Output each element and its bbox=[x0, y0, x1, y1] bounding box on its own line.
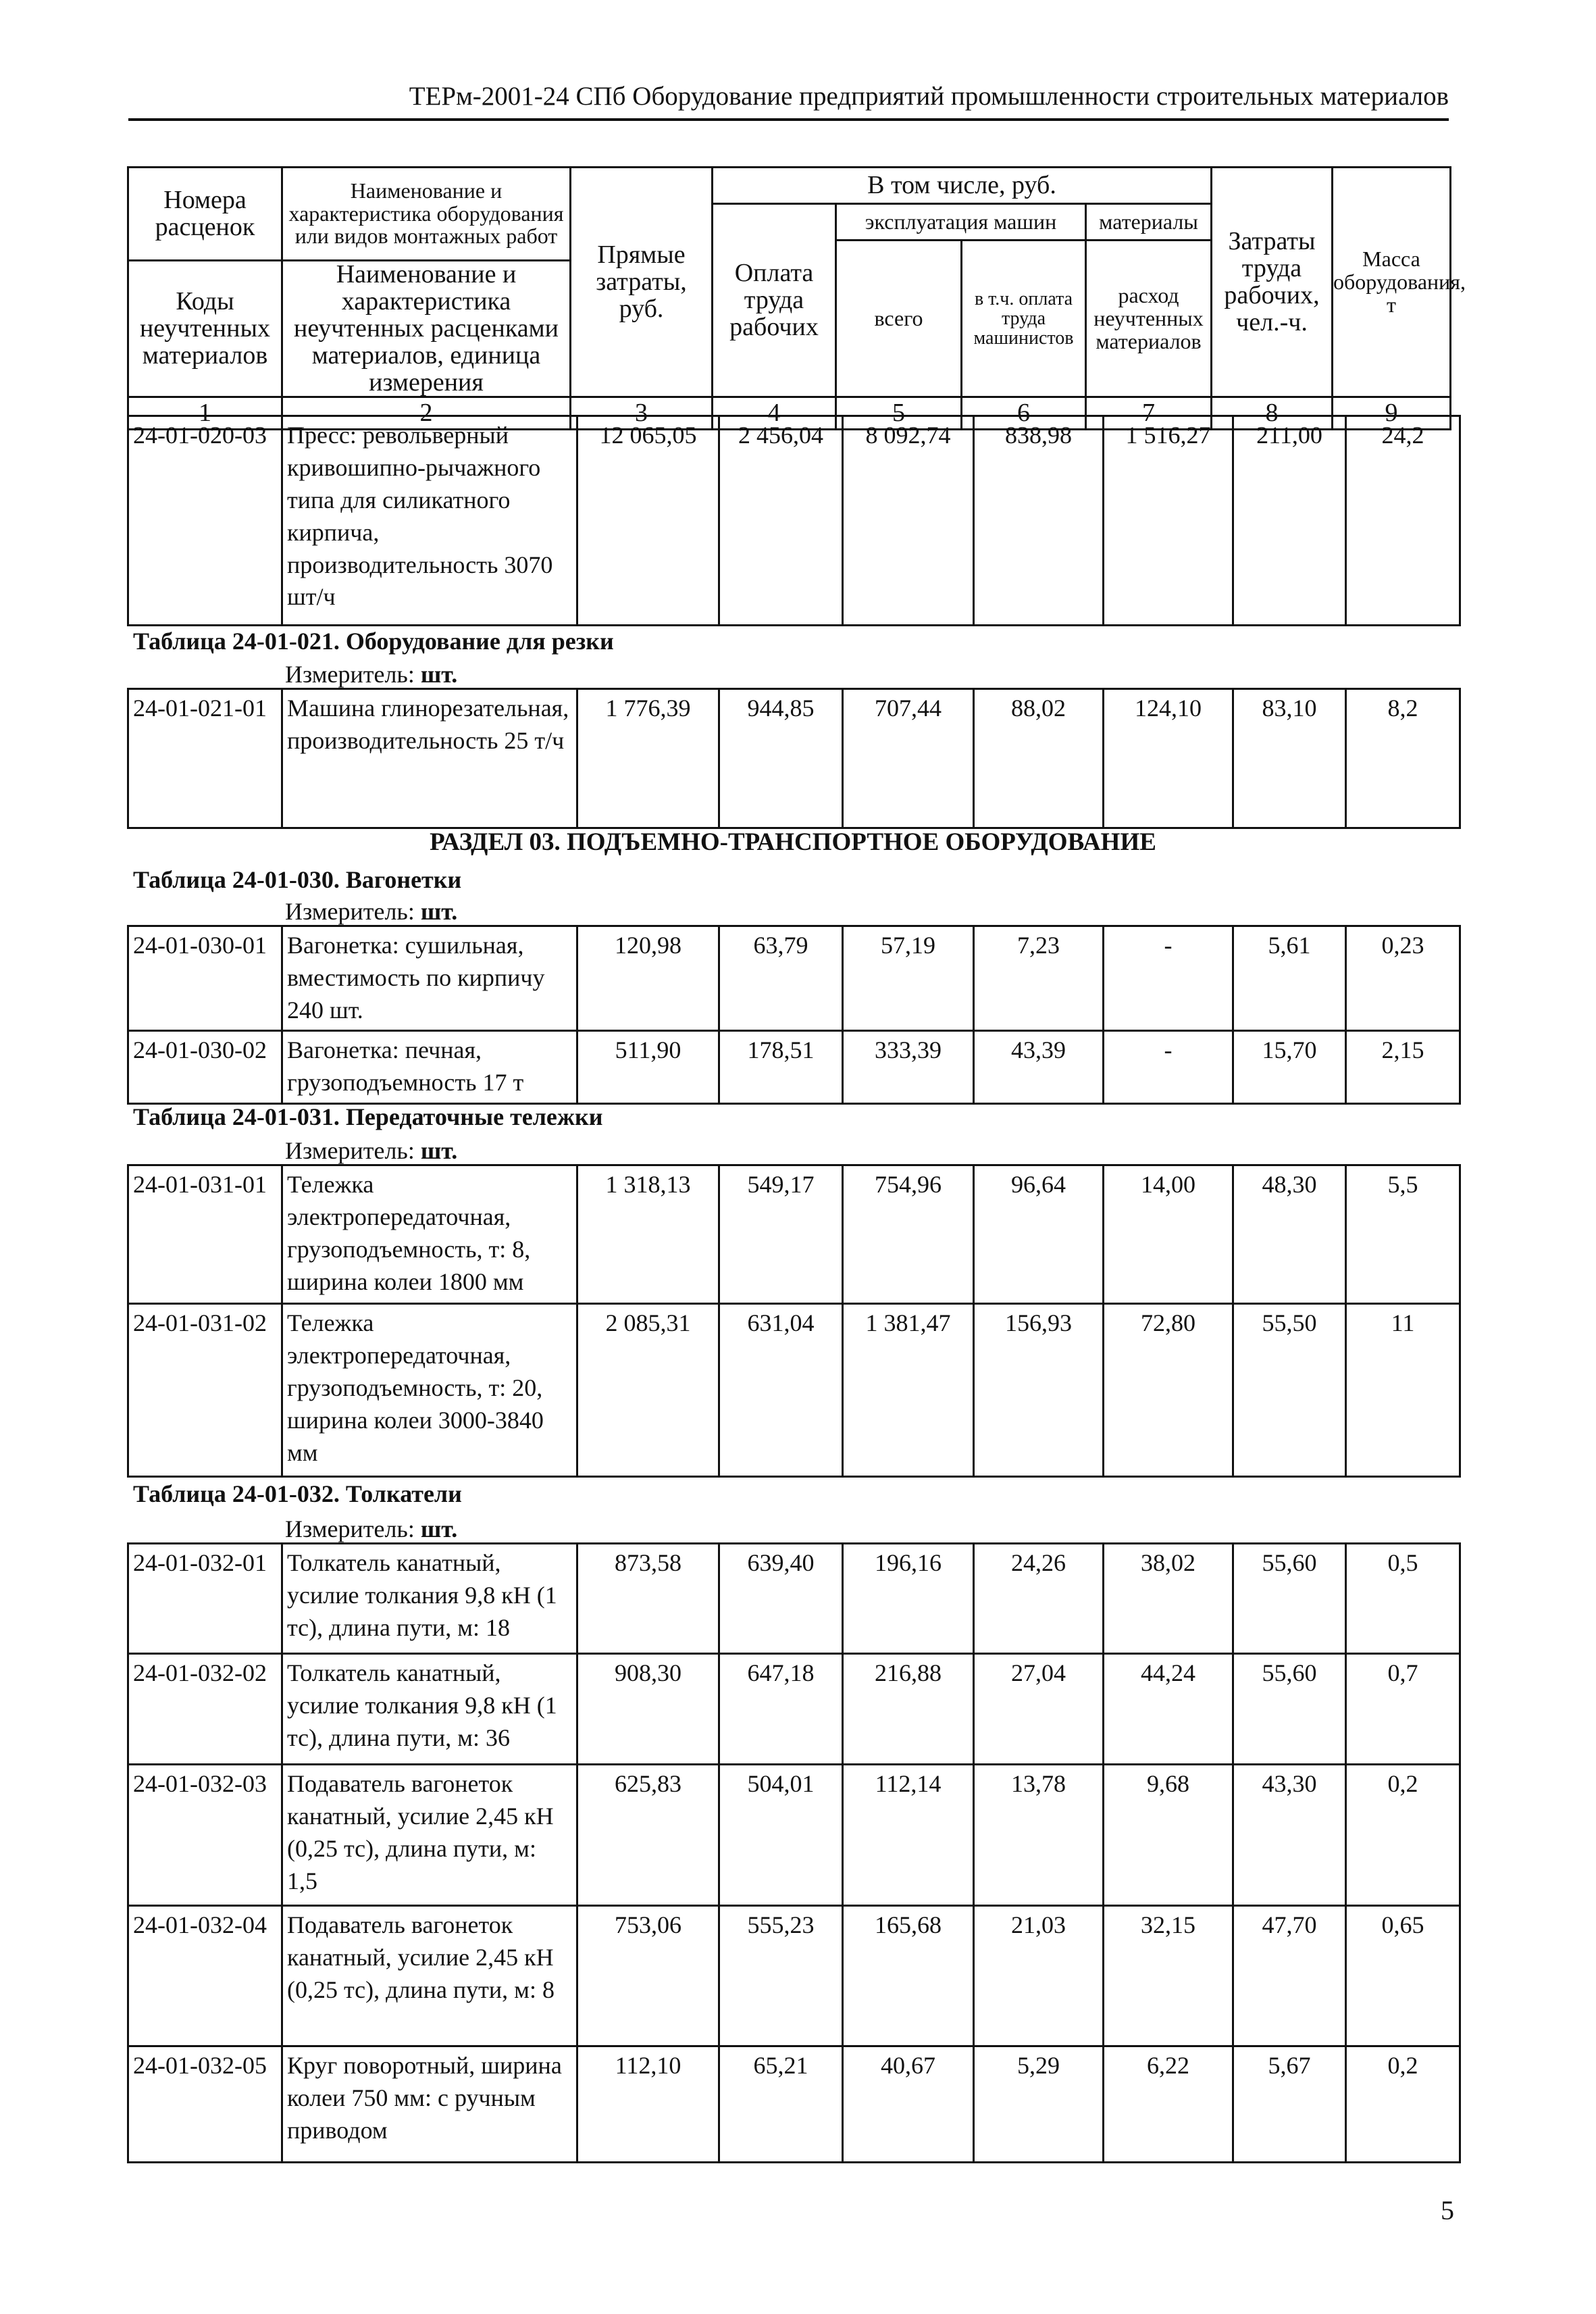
mass-value: 0,2 bbox=[1346, 1765, 1460, 1906]
labor-hours-value: 55,60 bbox=[1233, 1654, 1346, 1765]
machinist-pay-value: 838,98 bbox=[974, 416, 1104, 626]
rate-description: Тележка электропередаточная, грузоподъемность, т: 20, ширина колеи 3000-3840 мм bbox=[282, 1304, 577, 1477]
rate-description: Вагонетка: сушильная, вместимость по кирпичу 240 шт. bbox=[282, 926, 577, 1031]
table-title: Таблица 24-01-030. Вагонетки bbox=[133, 866, 462, 893]
table-row bbox=[128, 416, 1460, 626]
labor-hours-value: 5,61 bbox=[1233, 926, 1346, 1031]
page-header bbox=[128, 81, 1449, 121]
header-materials: материалы bbox=[1086, 204, 1212, 241]
header-col-number: 3 bbox=[571, 397, 713, 430]
column-header-table bbox=[127, 166, 1466, 430]
page-header-title: ТЕРм-2001-24 СПб Оборудование предприятий промышленности строительных материалов bbox=[409, 82, 1449, 111]
header-labor-hours: Затраты труда рабочих, чел.-ч. bbox=[1212, 168, 1333, 397]
header-machinist-pay: в т.ч. оплата труда машинистов bbox=[962, 241, 1086, 397]
machinist-pay-value: 13,78 bbox=[974, 1765, 1104, 1906]
header-including: В том числе, руб. bbox=[713, 168, 1212, 204]
worker-pay-value: 2 456,04 bbox=[719, 416, 843, 626]
worker-pay-value: 647,18 bbox=[719, 1654, 843, 1765]
header-rate-numbers: Номера расценок bbox=[128, 168, 282, 261]
unit-value: шт. bbox=[420, 1137, 458, 1164]
unit-value: шт. bbox=[420, 1515, 458, 1542]
rate-table bbox=[127, 925, 1461, 1105]
worker-pay-value: 178,51 bbox=[719, 1030, 843, 1103]
worker-pay-value: 639,40 bbox=[719, 1544, 843, 1654]
direct-costs-value: 1 776,39 bbox=[577, 689, 719, 828]
rate-code: 24-01-030-02 bbox=[128, 1030, 282, 1103]
machinist-pay-value: 96,64 bbox=[974, 1165, 1104, 1304]
mass-value: 0,65 bbox=[1346, 1906, 1460, 2046]
rate-description: Тележка электропередаточная, грузоподъемность, т: 8, ширина колеи 1800 мм bbox=[282, 1165, 577, 1304]
machines-total-value: 196,16 bbox=[843, 1544, 974, 1654]
rate-description: Вагонетка: печная, грузоподъемность 17 т bbox=[282, 1030, 577, 1103]
labor-hours-value: 55,50 bbox=[1233, 1304, 1346, 1477]
machinist-pay-value: 24,26 bbox=[974, 1544, 1104, 1654]
mass-value: 5,5 bbox=[1346, 1165, 1460, 1304]
rate-code: 24-01-032-05 bbox=[128, 2046, 282, 2163]
mass-value: 0,5 bbox=[1346, 1544, 1460, 1654]
mass-value: 24,2 bbox=[1346, 416, 1460, 626]
rate-code: 24-01-032-01 bbox=[128, 1544, 282, 1654]
table-title: Таблица 24-01-031. Передаточные тележки bbox=[133, 1103, 603, 1130]
labor-hours-value: 83,10 bbox=[1233, 689, 1346, 828]
header-unaccounted-materials: расход неучтенных материалов bbox=[1086, 241, 1212, 397]
table-row bbox=[128, 1544, 1460, 1654]
machines-total-value: 333,39 bbox=[843, 1030, 974, 1103]
materials-value: 14,00 bbox=[1104, 1165, 1233, 1304]
header-equipment-name: Наименование и характеристика оборудования или видов монтажных работ bbox=[282, 168, 571, 261]
rate-table bbox=[127, 1542, 1461, 2163]
table-row bbox=[128, 926, 1460, 1031]
table-row bbox=[128, 1304, 1460, 1477]
direct-costs-value: 112,10 bbox=[577, 2046, 719, 2163]
table-row bbox=[128, 1906, 1460, 2046]
header-col-number: 8 bbox=[1212, 397, 1333, 430]
machinist-pay-value: 21,03 bbox=[974, 1906, 1104, 2046]
labor-hours-value: 55,60 bbox=[1233, 1544, 1346, 1654]
direct-costs-value: 120,98 bbox=[577, 926, 719, 1031]
header-col-number: 1 bbox=[128, 397, 282, 430]
table-row bbox=[128, 1030, 1460, 1103]
worker-pay-value: 65,21 bbox=[719, 2046, 843, 2163]
rate-code: 24-01-031-01 bbox=[128, 1165, 282, 1304]
header-material-codes: Коды неучтенных материалов bbox=[128, 261, 282, 397]
labor-hours-value: 43,30 bbox=[1233, 1765, 1346, 1906]
table-row bbox=[128, 1765, 1460, 1906]
header-direct-costs: Прямые затраты, руб. bbox=[571, 168, 713, 397]
materials-value: 72,80 bbox=[1104, 1304, 1233, 1477]
labor-hours-value: 47,70 bbox=[1233, 1906, 1346, 2046]
page-number: 5 bbox=[1441, 2195, 1454, 2225]
rate-description: Машина глинорезательная, производительность 25 т/ч bbox=[282, 689, 577, 828]
machines-total-value: 57,19 bbox=[843, 926, 974, 1031]
machinist-pay-value: 7,23 bbox=[974, 926, 1104, 1031]
header-col-number: 4 bbox=[713, 397, 836, 430]
header-col-number: 5 bbox=[836, 397, 962, 430]
rate-code: 24-01-032-03 bbox=[128, 1765, 282, 1906]
mass-value: 2,15 bbox=[1346, 1030, 1460, 1103]
header-col-number: 9 bbox=[1333, 397, 1451, 430]
direct-costs-value: 908,30 bbox=[577, 1654, 719, 1765]
header-material-name: Наименование и характеристика неучтенных расценками материалов, единица измерения bbox=[282, 261, 571, 397]
unit-value: шт. bbox=[420, 898, 458, 925]
rate-description: Подаватель вагонеток канатный, усилие 2,45 кН (0,25 тс), длина пути, м: 8 bbox=[282, 1906, 577, 2046]
materials-value: 6,22 bbox=[1104, 2046, 1233, 2163]
worker-pay-value: 504,01 bbox=[719, 1765, 843, 1906]
rate-description: Круг поворотный, ширина колеи 750 мм: с ручным приводом bbox=[282, 2046, 577, 2163]
machines-total-value: 1 381,47 bbox=[843, 1304, 974, 1477]
rate-description: Подаватель вагонеток канатный, усилие 2,45 кН (0,25 тс), длина пути, м: 1,5 bbox=[282, 1765, 577, 1906]
rate-code: 24-01-030-01 bbox=[128, 926, 282, 1031]
unit-line bbox=[285, 897, 457, 926]
direct-costs-value: 2 085,31 bbox=[577, 1304, 719, 1477]
header-machine-operation: эксплуатация машин bbox=[836, 204, 1086, 241]
rate-description: Толкатель канатный, усилие толкания 9,8 кН (1 тс), длина пути, м: 18 bbox=[282, 1544, 577, 1654]
unit-line bbox=[285, 1136, 457, 1165]
materials-value: 124,10 bbox=[1104, 689, 1233, 828]
unit-label: Измеритель: bbox=[285, 661, 415, 688]
machines-total-value: 707,44 bbox=[843, 689, 974, 828]
rate-code: 24-01-021-01 bbox=[128, 689, 282, 828]
rate-code: 24-01-032-04 bbox=[128, 1906, 282, 2046]
direct-costs-value: 12 065,05 bbox=[577, 416, 719, 626]
table-row bbox=[128, 1165, 1460, 1304]
rate-description: Пресс: револьверный кривошипно-рычажного типа для силикатного кирпича, производительность 3070 шт/ч bbox=[282, 416, 577, 626]
machinist-pay-value: 43,39 bbox=[974, 1030, 1104, 1103]
machines-total-value: 40,67 bbox=[843, 2046, 974, 2163]
machines-total-value: 165,68 bbox=[843, 1906, 974, 2046]
machines-total-value: 8 092,74 bbox=[843, 416, 974, 626]
direct-costs-value: 1 318,13 bbox=[577, 1165, 719, 1304]
unit-line bbox=[285, 660, 457, 688]
rate-table bbox=[127, 688, 1461, 829]
machines-total-value: 216,88 bbox=[843, 1654, 974, 1765]
machinist-pay-value: 88,02 bbox=[974, 689, 1104, 828]
table-row bbox=[128, 689, 1460, 828]
header-machines-total: всего bbox=[836, 241, 962, 397]
materials-value: - bbox=[1104, 1030, 1233, 1103]
mass-value: 8,2 bbox=[1346, 689, 1460, 828]
worker-pay-value: 631,04 bbox=[719, 1304, 843, 1477]
header-col-number: 7 bbox=[1086, 397, 1212, 430]
mass-value: 0,2 bbox=[1346, 2046, 1460, 2163]
header-worker-pay: Оплата труда рабочих bbox=[713, 204, 836, 397]
materials-value: 1 516,27 bbox=[1104, 416, 1233, 626]
materials-value: 9,68 bbox=[1104, 1765, 1233, 1906]
mass-value: 0,23 bbox=[1346, 926, 1460, 1031]
rate-code: 24-01-031-02 bbox=[128, 1304, 282, 1477]
mass-value: 0,7 bbox=[1346, 1654, 1460, 1765]
header-col-number: 6 bbox=[962, 397, 1086, 430]
rate-code: 24-01-020-03 bbox=[128, 416, 282, 626]
machinist-pay-value: 5,29 bbox=[974, 2046, 1104, 2163]
unit-value: шт. bbox=[420, 661, 458, 688]
table-title: Таблица 24-01-032. Толкатели bbox=[133, 1480, 462, 1507]
materials-value: 38,02 bbox=[1104, 1544, 1233, 1654]
table-row bbox=[128, 2046, 1460, 2163]
machinist-pay-value: 156,93 bbox=[974, 1304, 1104, 1477]
labor-hours-value: 15,70 bbox=[1233, 1030, 1346, 1103]
machinist-pay-value: 27,04 bbox=[974, 1654, 1104, 1765]
rate-description: Толкатель канатный, усилие толкания 9,8 кН (1 тс), длина пути, м: 36 bbox=[282, 1654, 577, 1765]
unit-label: Измеритель: bbox=[285, 898, 415, 925]
labor-hours-value: 211,00 bbox=[1233, 416, 1346, 626]
unit-line bbox=[285, 1515, 457, 1543]
mass-value: 11 bbox=[1346, 1304, 1460, 1477]
direct-costs-value: 511,90 bbox=[577, 1030, 719, 1103]
worker-pay-value: 555,23 bbox=[719, 1906, 843, 2046]
header-col-number: 2 bbox=[282, 397, 571, 430]
rate-table bbox=[127, 415, 1461, 626]
worker-pay-value: 549,17 bbox=[719, 1165, 843, 1304]
direct-costs-value: 873,58 bbox=[577, 1544, 719, 1654]
worker-pay-value: 63,79 bbox=[719, 926, 843, 1031]
section-title: РАЗДЕЛ 03. ПОДЪЕМНО-ТРАНСПОРТНОЕ ОБОРУДОВАНИЕ bbox=[430, 828, 1156, 856]
table-row bbox=[128, 1654, 1460, 1765]
header-equipment-mass: Масса оборудования, т bbox=[1333, 168, 1451, 397]
direct-costs-value: 753,06 bbox=[577, 1906, 719, 2046]
worker-pay-value: 944,85 bbox=[719, 689, 843, 828]
materials-value: 44,24 bbox=[1104, 1654, 1233, 1765]
direct-costs-value: 625,83 bbox=[577, 1765, 719, 1906]
labor-hours-value: 48,30 bbox=[1233, 1165, 1346, 1304]
machines-total-value: 112,14 bbox=[843, 1765, 974, 1906]
rate-code: 24-01-032-02 bbox=[128, 1654, 282, 1765]
labor-hours-value: 5,67 bbox=[1233, 2046, 1346, 2163]
materials-value: - bbox=[1104, 926, 1233, 1031]
machines-total-value: 754,96 bbox=[843, 1165, 974, 1304]
unit-label: Измеритель: bbox=[285, 1515, 415, 1542]
unit-label: Измеритель: bbox=[285, 1137, 415, 1164]
materials-value: 32,15 bbox=[1104, 1906, 1233, 2046]
rate-table bbox=[127, 1164, 1461, 1478]
table-title: Таблица 24-01-021. Оборудование для резки bbox=[133, 628, 614, 655]
